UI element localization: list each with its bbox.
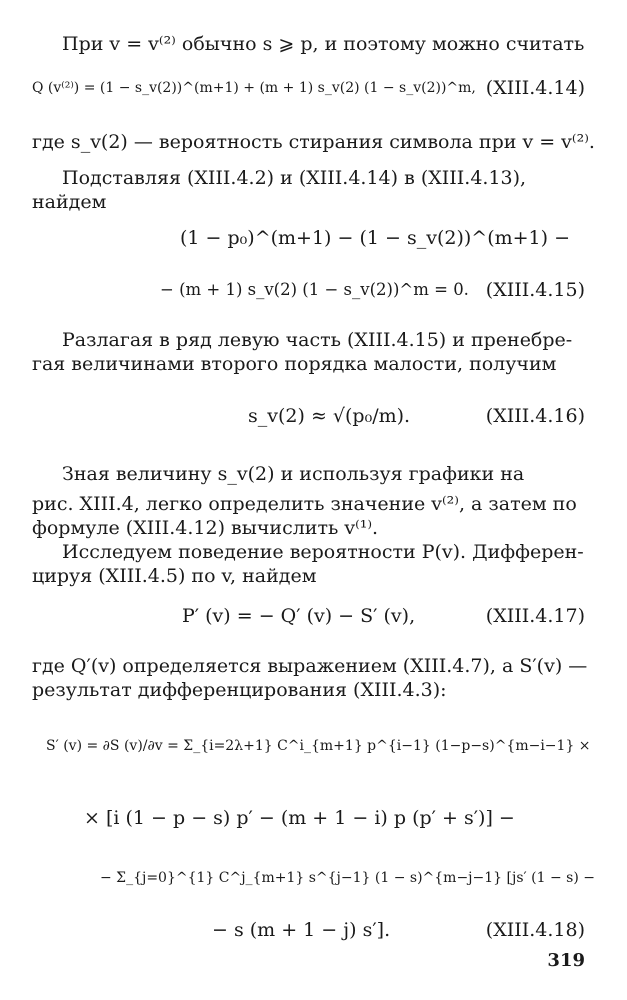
equation-18-part-b bbox=[84, 806, 515, 830]
equation-15-part-b bbox=[160, 278, 469, 302]
p7-line1: где Q′(v) определяется выражением (XIII.4.7), а S′(v) — bbox=[32, 655, 588, 677]
text-line bbox=[62, 328, 572, 352]
p6-line2: цируя (XIII.4.5) по v, найдем bbox=[32, 565, 317, 587]
text-line bbox=[62, 540, 584, 564]
text-line bbox=[32, 654, 587, 678]
text-line bbox=[62, 32, 584, 56]
p5-line1: Зная величину s_v(2) и используя графики на bbox=[62, 463, 525, 485]
text-line bbox=[32, 516, 378, 540]
text-line bbox=[32, 190, 106, 214]
text-line bbox=[32, 352, 556, 376]
eq14-text: Q (v⁽²⁾) = (1 − s_v(2))^(m+1) + (m + 1) s_v(2) (1 − s_v(2))^m, bbox=[32, 80, 476, 96]
p1-line1: При v = v⁽²⁾ обычно s ⩾ p, и поэтому можно считать bbox=[62, 33, 585, 55]
eq14-number: (XIII.4.14) bbox=[485, 77, 585, 99]
eq15a-text: (1 − p₀)^(m+1) − (1 − s_v(2))^(m+1) − bbox=[180, 227, 571, 249]
eq17-text: P′ (v) = − Q′ (v) − S′ (v), bbox=[182, 605, 416, 627]
p7-line2: результат дифференцирования (XIII.4.3): bbox=[32, 679, 447, 701]
page-number: 319 bbox=[547, 950, 585, 971]
eq16-text: s_v(2) ≈ √(p₀/m). bbox=[248, 405, 411, 427]
equation-18-part-a bbox=[46, 734, 591, 758]
eq17-number: (XIII.4.17) bbox=[485, 605, 585, 627]
p2-line: где s_v(2) — вероятность стирания символа при v = v⁽²⁾. bbox=[32, 131, 595, 153]
equation-14 bbox=[32, 76, 476, 100]
equation-17 bbox=[182, 604, 415, 628]
text-line bbox=[62, 462, 524, 486]
equation-15-part-a bbox=[180, 226, 570, 250]
eq18a-text: S′ (v) = ∂S (v)/∂v = Σ_{i=2λ+1} C^i_{m+1} p^{i−1} (1−p−s)^{m−i−1} × bbox=[46, 738, 591, 754]
p4-line1: Разлагая в ряд левую часть (XIII.4.15) и пренебре- bbox=[62, 329, 573, 351]
p5-line3: формуле (XIII.4.12) вычислить v⁽¹⁾. bbox=[32, 517, 379, 539]
text-line bbox=[32, 678, 447, 702]
text-line bbox=[32, 492, 577, 516]
p4-line2: гая величинами второго порядка малости, получим bbox=[32, 353, 557, 375]
eq16-number: (XIII.4.16) bbox=[485, 405, 585, 427]
text-line bbox=[32, 130, 595, 154]
equation-18-part-d bbox=[212, 918, 390, 942]
p3-line2: найдем bbox=[32, 191, 107, 213]
text-line bbox=[32, 564, 317, 588]
p6-line1: Исследуем поведение вероятности P(v). Дифферен- bbox=[62, 541, 584, 563]
equation-16 bbox=[248, 404, 410, 428]
eq15b-text: − (m + 1) s_v(2) (1 − s_v(2))^m = 0. bbox=[160, 280, 469, 299]
text-line bbox=[62, 166, 526, 190]
eq18b-text: × [i (1 − p − s) p′ − (m + 1 − i) p (p′ + s′)] − bbox=[84, 807, 515, 829]
p3-line1: Подставляя (XIII.4.2) и (XIII.4.14) в (XIII.4.13), bbox=[62, 167, 527, 189]
eq18-number: (XIII.4.18) bbox=[485, 919, 585, 941]
eq18d-text: − s (m + 1 − j) s′]. bbox=[212, 919, 391, 941]
eq18c-text: − Σ_{j=0}^{1} C^j_{m+1} s^{j−1} (1 − s)^{m−j−1} [js′ (1 − s) − bbox=[100, 870, 595, 886]
eq15-number: (XIII.4.15) bbox=[485, 279, 585, 301]
equation-18-part-c bbox=[100, 866, 595, 890]
p5-line2: рис. XIII.4, легко определить значение v⁽²⁾, а затем по bbox=[32, 493, 577, 515]
